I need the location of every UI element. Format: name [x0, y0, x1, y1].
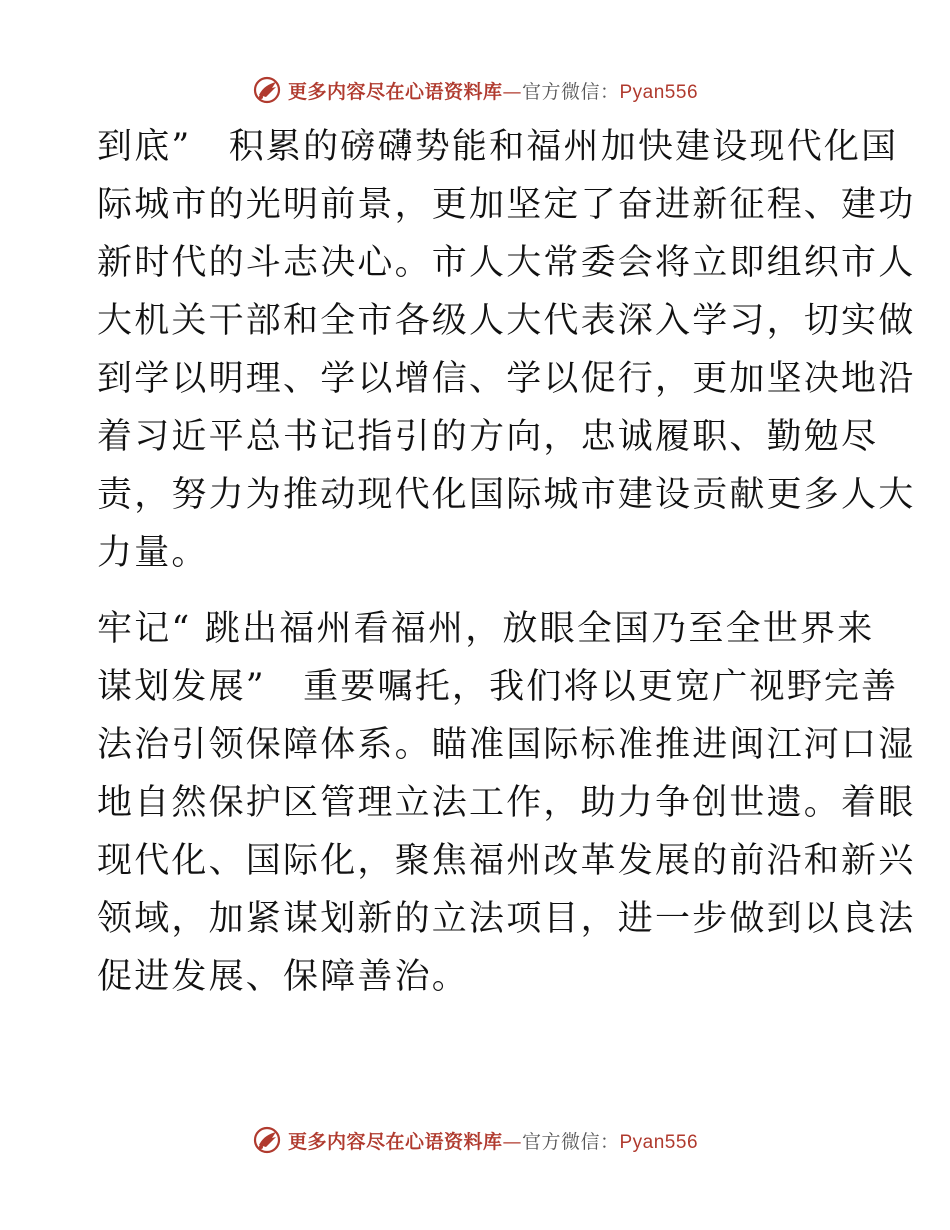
- watermark-wechat-label: 官方微信：: [521, 1130, 620, 1153]
- watermark-dash: —: [502, 80, 522, 103]
- text-line: 新时代的斗志决心。市人大常委会将立即组织市人: [97, 243, 916, 283]
- watermark-text: [288, 77, 698, 104]
- watermark-logo-icon: [252, 1125, 282, 1155]
- watermark-logo-icon: [252, 75, 282, 105]
- watermark-dash: —: [502, 1130, 522, 1153]
- text-line: 现代化、国际化，聚焦福州改革发展的前沿和新兴: [97, 841, 916, 881]
- watermark-main: 更多内容尽在心语资料库: [287, 1130, 503, 1153]
- document-body: [97, 118, 916, 1006]
- header-watermark: [0, 72, 950, 108]
- watermark-text: [288, 1127, 698, 1154]
- watermark-handle: Pyan556: [619, 1131, 699, 1153]
- text-line: 地自然保护区管理立法工作，助力争创世遗。着眼: [97, 783, 916, 823]
- text-line: 到底” 积累的磅礴势能和福州加快建设现代化国: [97, 127, 899, 167]
- text-line: 谋划发展” 重要嘱托，我们将以更宽广视野完善: [97, 667, 899, 707]
- footer-watermark: [0, 1122, 950, 1158]
- text-line: 着习近平总书记指引的方向，忠诚履职、勤勉尽: [97, 417, 879, 457]
- text-line: 促进发展、保障善治。: [97, 957, 470, 997]
- text-line: 领域，加紧谋划新的立法项目，进一步做到以良法: [97, 899, 916, 939]
- text-line: 际城市的光明前景，更加坚定了奋进新征程、建功: [97, 185, 916, 225]
- watermark-main: 更多内容尽在心语资料库: [287, 80, 503, 103]
- text-line: 责，努力为推动现代化国际城市建设贡献更多人大: [97, 475, 916, 515]
- watermark-handle: Pyan556: [619, 81, 699, 103]
- text-line: 牢记“ 跳出福州看福州，放眼全国乃至全世界来: [97, 609, 875, 649]
- text-line: 到学以明理、学以增信、学以促行，更加坚决地沿: [97, 359, 916, 399]
- paragraph-2: [97, 600, 916, 1006]
- text-line: 法治引领保障体系。瞄准国际标准推进闽江河口湿: [97, 725, 916, 765]
- text-line: 力量。: [97, 533, 209, 573]
- paragraph-1: [97, 118, 916, 582]
- text-line: 大机关干部和全市各级人大代表深入学习，切实做: [97, 301, 916, 341]
- watermark-wechat-label: 官方微信：: [521, 80, 620, 103]
- paragraph-gap: [97, 582, 857, 600]
